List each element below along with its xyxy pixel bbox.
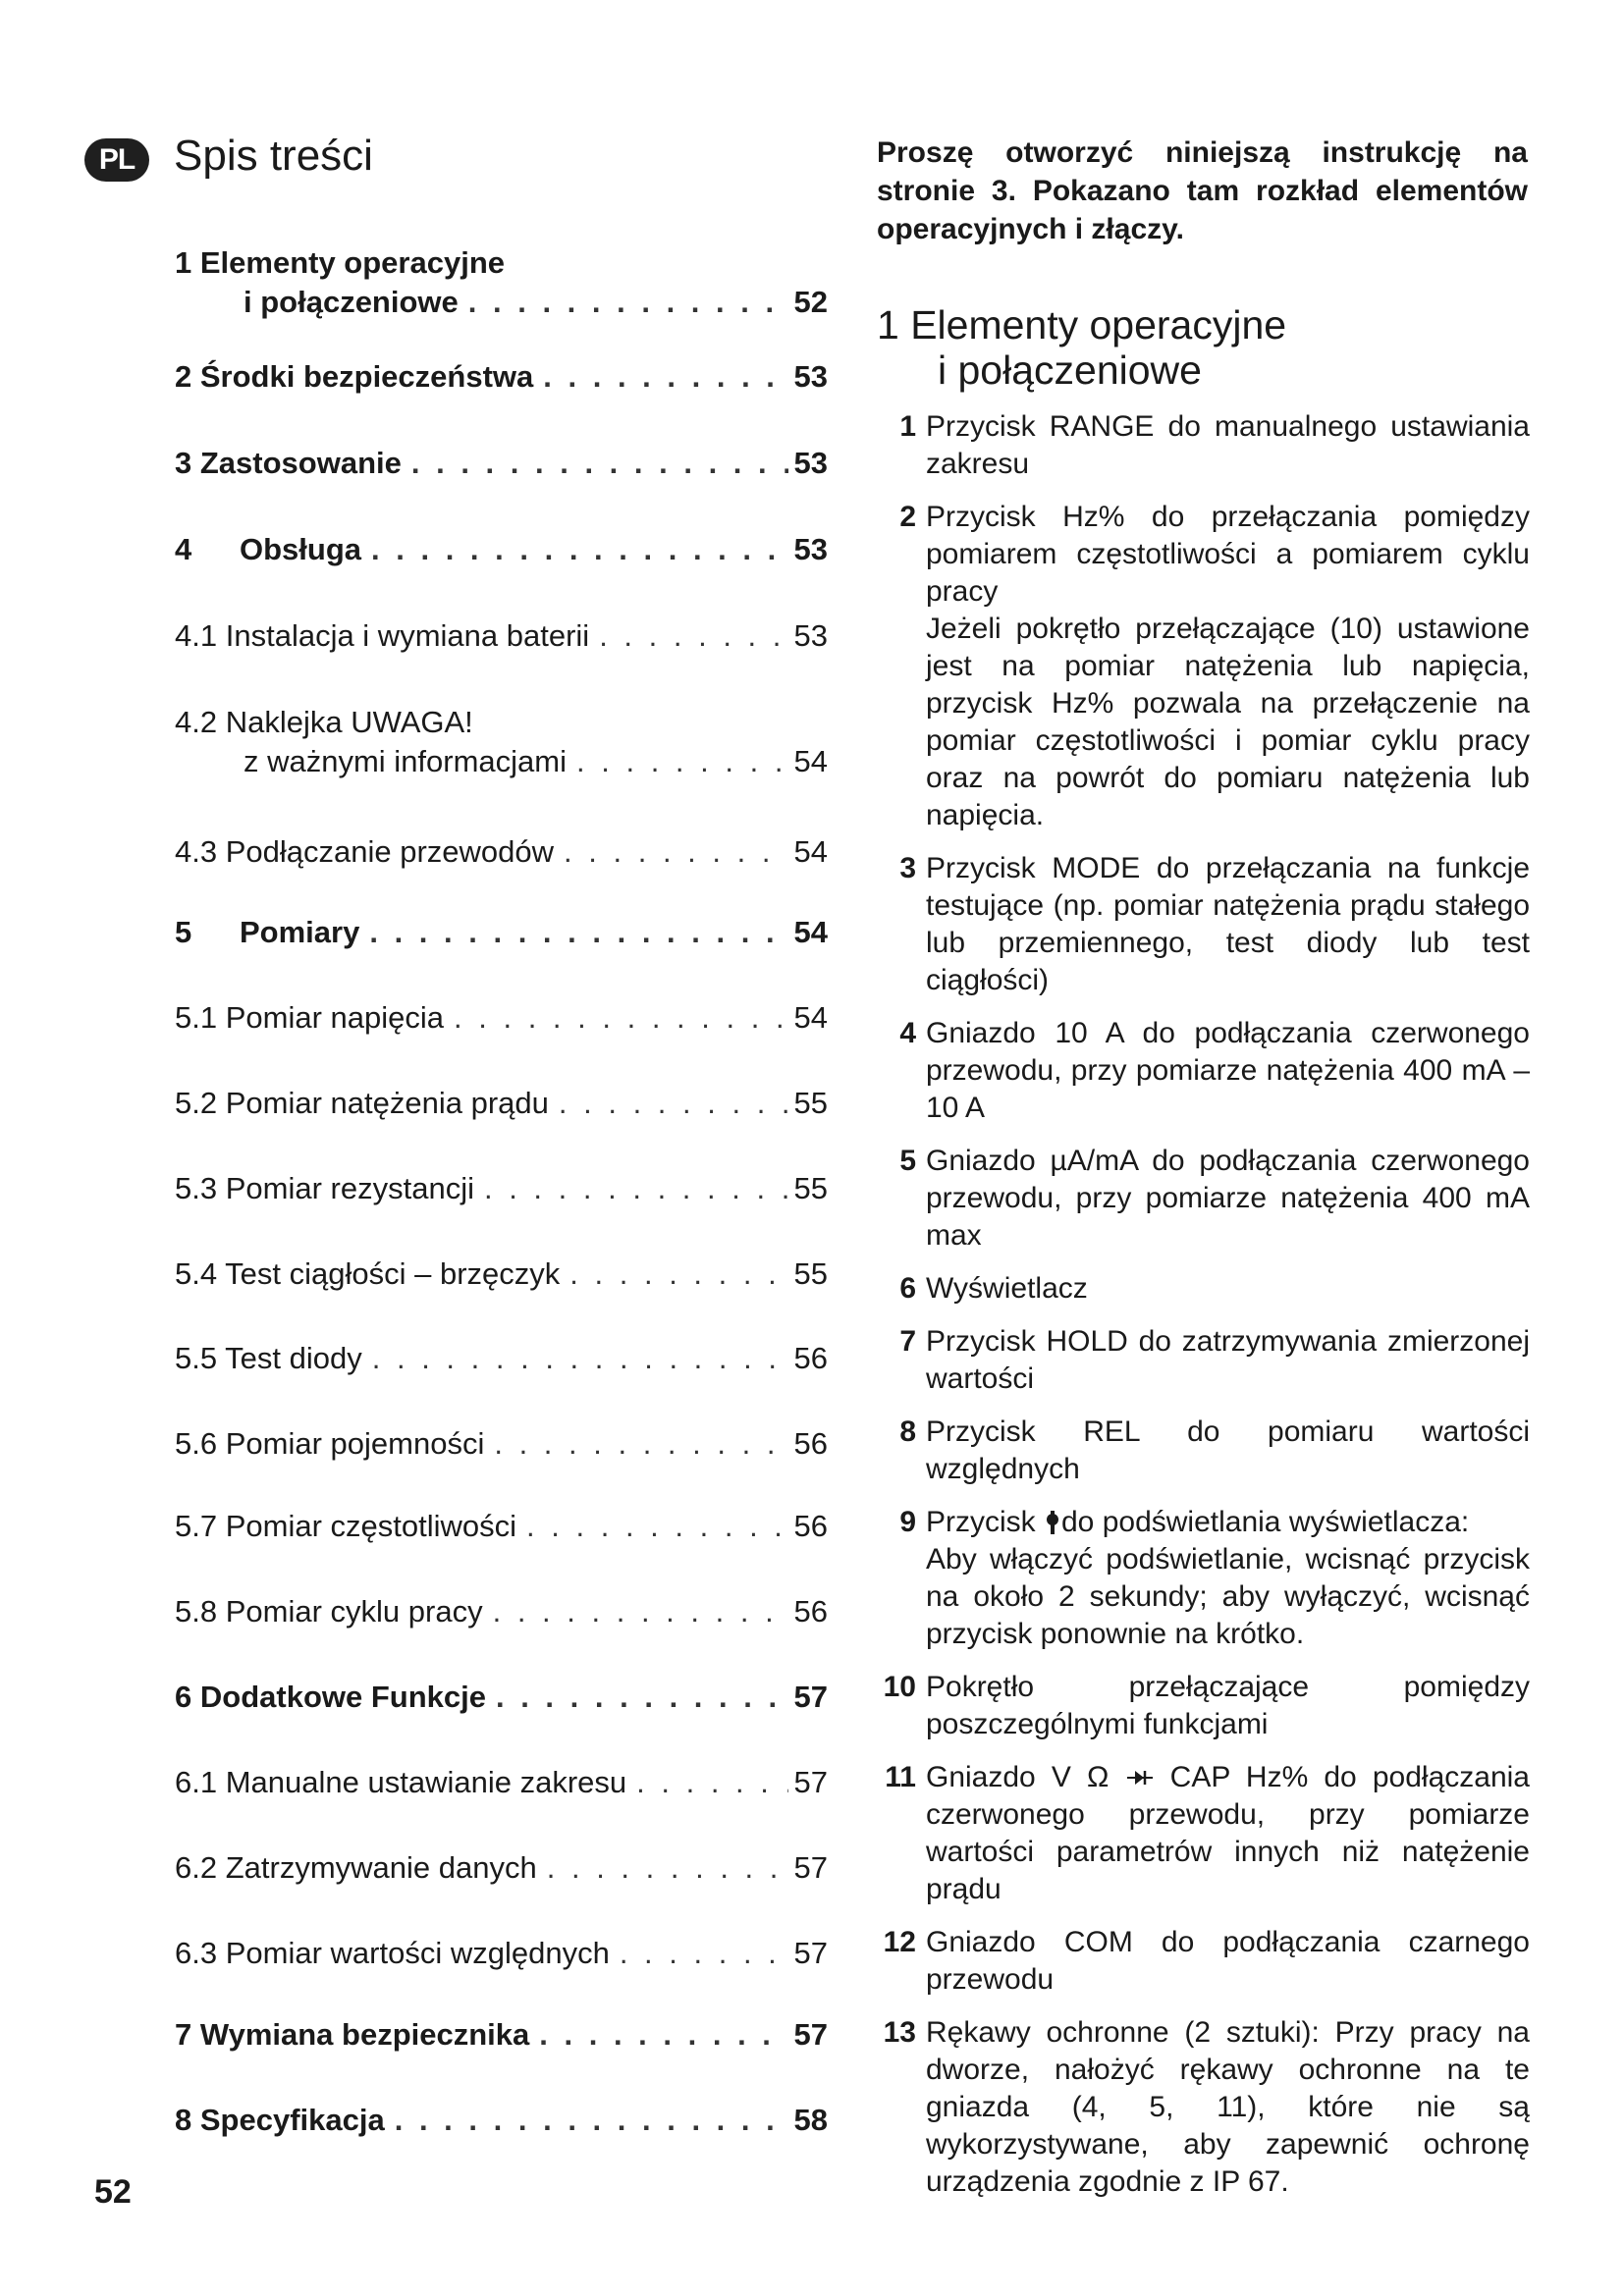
list-item: [877, 1015, 1530, 1127]
item-text: Przycisk MODE do przełączania na funkcje testujące (np. pomiar natężenia prądu stałego lub przemiennego, test diody lub test ciągłości): [926, 852, 1530, 996]
item-text: Przycisk HOLD do zatrzymywania zmierzonej wartości: [926, 1325, 1530, 1395]
toc-leader-dots: [369, 913, 787, 952]
toc-entry: [175, 998, 828, 1038]
toc-entry-number: 5: [175, 915, 192, 949]
toc-entry-title: 1 Elementy operacyjne: [175, 245, 505, 280]
section-title: [877, 302, 1286, 393]
toc-entry-title: Obsługa: [240, 532, 362, 566]
item-text-suffix: CAP Hz% do podłączania czerwonego przewodu, przy pomiarze wartości parametrów innych niż natężenie prądu: [926, 1761, 1530, 1905]
toc-entry-title: Pomiar napięcia: [225, 1000, 445, 1035]
toc-entry-title: Pomiar częstotliwości: [225, 1509, 517, 1543]
item-text-suffix: do podświetlania wyświetlacza:: [1061, 1506, 1470, 1538]
toc-page-number: 54: [793, 744, 828, 778]
toc-entry: [175, 243, 828, 322]
item-text: Rękawy ochronne (2 sztuki): Przy pracy na dworze, nałożyć rękawy ochronne na te gniazda (4, 5, 11), które nie są wykorzystywane, aby zapewnić ochronę urządzenia zgodnie z IP 67.: [926, 2016, 1530, 2198]
item-number: 9: [899, 1506, 916, 1538]
item-text: Przycisk Hz% do przełączania pomiędzy pomiarem częstotliwości a pomiarem cyklu pracy: [926, 501, 1530, 608]
toc-entry-title: Pomiar cyklu pracy: [225, 1594, 483, 1629]
toc-entry: [175, 1678, 828, 1717]
toc-entry-continuation: z ważnymi informacjami: [244, 744, 568, 778]
toc-entry-number: 6.2: [175, 1850, 218, 1885]
toc-entry-number: 5.3: [175, 1171, 218, 1205]
elements-list: [877, 408, 1530, 2216]
item-text-prefix: Przycisk: [926, 1506, 1044, 1538]
toc-leader-dots: [569, 1255, 787, 1294]
item-text: Jeżeli pokrętło przełączające (10) ustawione jest na pomiar natężenia lub napięcia, przycisk Hz% pozwala na przełączenie na pomiar częstotliwości i pomiar cyklu pracy oraz na powrót do pomiaru natężenia lub napięcia.: [926, 613, 1530, 831]
toc-entry: [175, 1848, 828, 1888]
toc-page-number: 56: [793, 1594, 828, 1629]
section-title-line2: i połączeniowe: [938, 347, 1202, 393]
toc-title: Spis treści: [174, 132, 373, 180]
item-number: 4: [899, 1017, 916, 1049]
toc-leader-dots: [484, 1169, 788, 1208]
toc-entry: [175, 1763, 828, 1802]
item-number: 6: [899, 1272, 916, 1305]
toc-page-number: 54: [793, 834, 828, 869]
toc-entry-title: Wymiana bezpiecznika: [199, 2017, 530, 2052]
toc-leader-dots: [576, 742, 788, 781]
item-number: 12: [883, 1926, 916, 1958]
toc-entry-number: 4.1: [175, 618, 218, 653]
list-item: [877, 1759, 1530, 1908]
toc-entry: [175, 1339, 828, 1378]
item-number: 1: [899, 410, 916, 443]
toc-leader-dots: [454, 998, 787, 1038]
toc-page-number: 58: [793, 2103, 828, 2137]
toc-leader-dots: [493, 1592, 788, 1631]
item-text: Gniazdo COM do podłączania czarnego przewodu: [926, 1926, 1530, 1996]
item-number: 10: [883, 1671, 916, 1703]
item-number: 11: [885, 1761, 916, 1793]
backlight-icon: [1044, 1504, 1061, 1541]
table-of-contents: [0, 0, 844, 2160]
page-number: 52: [94, 2173, 132, 2211]
item-number: 5: [899, 1145, 916, 1177]
toc-leader-dots: [411, 444, 788, 483]
toc-leader-dots: [559, 1084, 788, 1123]
toc-entry-number: 5.1: [175, 1000, 218, 1035]
toc-page-number: 55: [793, 1086, 828, 1120]
toc-leader-dots: [496, 1678, 788, 1717]
toc-entry: [175, 1934, 828, 1973]
toc-entry-number: 4.3: [175, 834, 218, 869]
toc-entry: [175, 1084, 828, 1123]
toc-page-number: 57: [793, 1680, 828, 1714]
toc-page-number: 56: [793, 1426, 828, 1461]
toc-entry-continuation: i połączeniowe: [244, 285, 459, 319]
toc-page-number: 56: [793, 1509, 828, 1543]
toc-entry: [175, 616, 828, 656]
toc-entry-title: Pomiar pojemności: [225, 1426, 485, 1461]
item-text: Przycisk REL do pomiaru wartości względnych: [926, 1415, 1530, 1485]
toc-entry-title: Instalacja i wymiana baterii: [225, 618, 590, 653]
toc-leader-dots: [620, 1934, 788, 1973]
list-item: [877, 1669, 1530, 1743]
toc-leader-dots: [395, 2101, 788, 2140]
toc-leader-dots: [468, 283, 788, 322]
toc-page-number: 53: [793, 446, 828, 480]
toc-entry: [175, 1169, 828, 1208]
toc-page-number: 57: [793, 2017, 828, 2052]
toc-entry-number: 6.1: [175, 1765, 218, 1799]
language-badge: PL: [84, 138, 149, 182]
toc-leader-dots: [547, 1848, 788, 1888]
toc-entry-title: Specyfikacja: [199, 2103, 385, 2137]
toc-entry: [175, 1424, 828, 1464]
toc-entry: [175, 1592, 828, 1631]
toc-page-number: 55: [793, 1171, 828, 1205]
list-item: [877, 499, 1530, 834]
toc-page-number: 57: [793, 1850, 828, 1885]
list-item: [877, 1414, 1530, 1488]
item-text: [926, 1504, 1530, 1541]
toc-entry-title: Podłączanie przewodów: [225, 834, 555, 869]
toc-entry-number: 4: [175, 532, 192, 566]
toc-entry-number: 5.5: [175, 1341, 218, 1375]
toc-entry-title: Zatrzymywanie danych: [225, 1850, 537, 1885]
toc-entry-title: Środki bezpieczeństwa: [199, 359, 534, 394]
item-text: Pokrętło przełączające pomiędzy poszczególnymi funkcjami: [926, 1671, 1530, 1740]
toc-entry-number: 5.6: [175, 1426, 218, 1461]
toc-page-number: 57: [793, 1936, 828, 1970]
toc-page-number: 54: [793, 915, 828, 949]
toc-entry: [175, 703, 828, 781]
toc-page-number: 56: [793, 1341, 828, 1375]
toc-entry-title: Pomiar rezystancji: [225, 1171, 474, 1205]
toc-entry-title: Zastosowanie: [199, 446, 402, 480]
toc-entry-title: Pomiary: [240, 915, 360, 949]
toc-page-number: 57: [793, 1765, 828, 1799]
item-number: 2: [899, 501, 916, 533]
toc-leader-dots: [539, 2015, 787, 2055]
item-text: Wyświetlacz: [926, 1272, 1088, 1305]
toc-entry: [175, 444, 828, 483]
toc-entry-number: 5.4: [175, 1256, 218, 1291]
toc-entry-number: 5.8: [175, 1594, 218, 1629]
toc-entry-title: Dodatkowe Funkcje: [199, 1680, 486, 1714]
toc-entry: [175, 2015, 828, 2055]
item-number: 3: [899, 852, 916, 884]
toc-entry-title: Test diody: [225, 1341, 362, 1375]
item-text: [926, 1759, 1530, 1908]
toc-entry: [175, 913, 828, 952]
item-text: Aby włączyć podświetlanie, wcisnąć przycisk na około 2 sekundy; aby wyłączyć, wcisnąć przycisk ponownie na krótko.: [926, 1543, 1530, 1650]
toc-entry-number: 8: [175, 2103, 192, 2137]
toc-leader-dots: [526, 1507, 787, 1546]
toc-page-number: 52: [793, 285, 828, 319]
item-number: 13: [883, 2016, 916, 2049]
toc-entry-number: 6.3: [175, 1936, 218, 1970]
toc-entry: [175, 832, 828, 872]
toc-entry: [175, 1255, 828, 1294]
item-number: 7: [899, 1325, 916, 1358]
item-text-prefix: Gniazdo V Ω: [926, 1761, 1125, 1793]
list-item: [877, 2014, 1530, 2201]
toc-entry: [175, 530, 828, 569]
diode-icon: [1125, 1759, 1155, 1796]
toc-leader-dots: [371, 530, 788, 569]
toc-entry-number: 5.7: [175, 1509, 218, 1543]
list-item: [877, 1143, 1530, 1255]
list-item: [877, 1270, 1530, 1308]
toc-entry: [175, 2101, 828, 2140]
toc-entry-number: 2: [175, 359, 192, 394]
toc-entry: [175, 1507, 828, 1546]
toc-page-number: 55: [793, 1256, 828, 1291]
toc-page-number: 53: [793, 618, 828, 653]
toc-entry-title: Pomiar natężenia prądu: [225, 1086, 549, 1120]
item-number: 8: [899, 1415, 916, 1448]
toc-page-number: 53: [793, 359, 828, 394]
toc-entry-title: Manualne ustawianie zakresu: [225, 1765, 627, 1799]
toc-entry-title: 4.2 Naklejka UWAGA!: [175, 705, 473, 739]
toc-entry-title: Pomiar wartości względnych: [225, 1936, 610, 1970]
toc-entry-title: Test ciągłości – brzęczyk: [225, 1256, 561, 1291]
item-text: Przycisk RANGE do manualnego ustawiania zakresu: [926, 410, 1530, 480]
toc-leader-dots: [564, 832, 787, 872]
list-item: [877, 1924, 1530, 1999]
toc-leader-dots: [372, 1339, 788, 1378]
toc-entry: [175, 357, 828, 397]
list-item: [877, 850, 1530, 999]
toc-entry-number: 5.2: [175, 1086, 218, 1120]
toc-entry-number: 3: [175, 446, 192, 480]
list-item: [877, 408, 1530, 483]
list-item: [877, 1504, 1530, 1653]
toc-page-number: 53: [793, 532, 828, 566]
toc-leader-dots: [494, 1424, 787, 1464]
toc-entry-number: 6: [175, 1680, 192, 1714]
toc-entry-number: 7: [175, 2017, 192, 2052]
list-item: [877, 1323, 1530, 1398]
toc-leader-dots: [636, 1763, 787, 1802]
toc-leader-dots: [543, 357, 787, 397]
toc-page-number: 54: [793, 1000, 828, 1035]
item-text: Gniazdo 10 A do podłączania czerwonego przewodu, przy pomiarze natężenia 400 mA – 10 A: [926, 1017, 1530, 1124]
section-title-line1: 1 Elementy operacyjne: [877, 302, 1287, 347]
intro-text: Proszę otworzyć niniejszą instrukcję na stronie 3. Pokazano tam rozkład elementów operacyjnych i złączy.: [877, 136, 1528, 245]
toc-leader-dots: [599, 616, 787, 656]
item-text: Gniazdo µA/mA do podłączania czerwonego przewodu, przy pomiarze natężenia 400 mA max: [926, 1145, 1530, 1252]
